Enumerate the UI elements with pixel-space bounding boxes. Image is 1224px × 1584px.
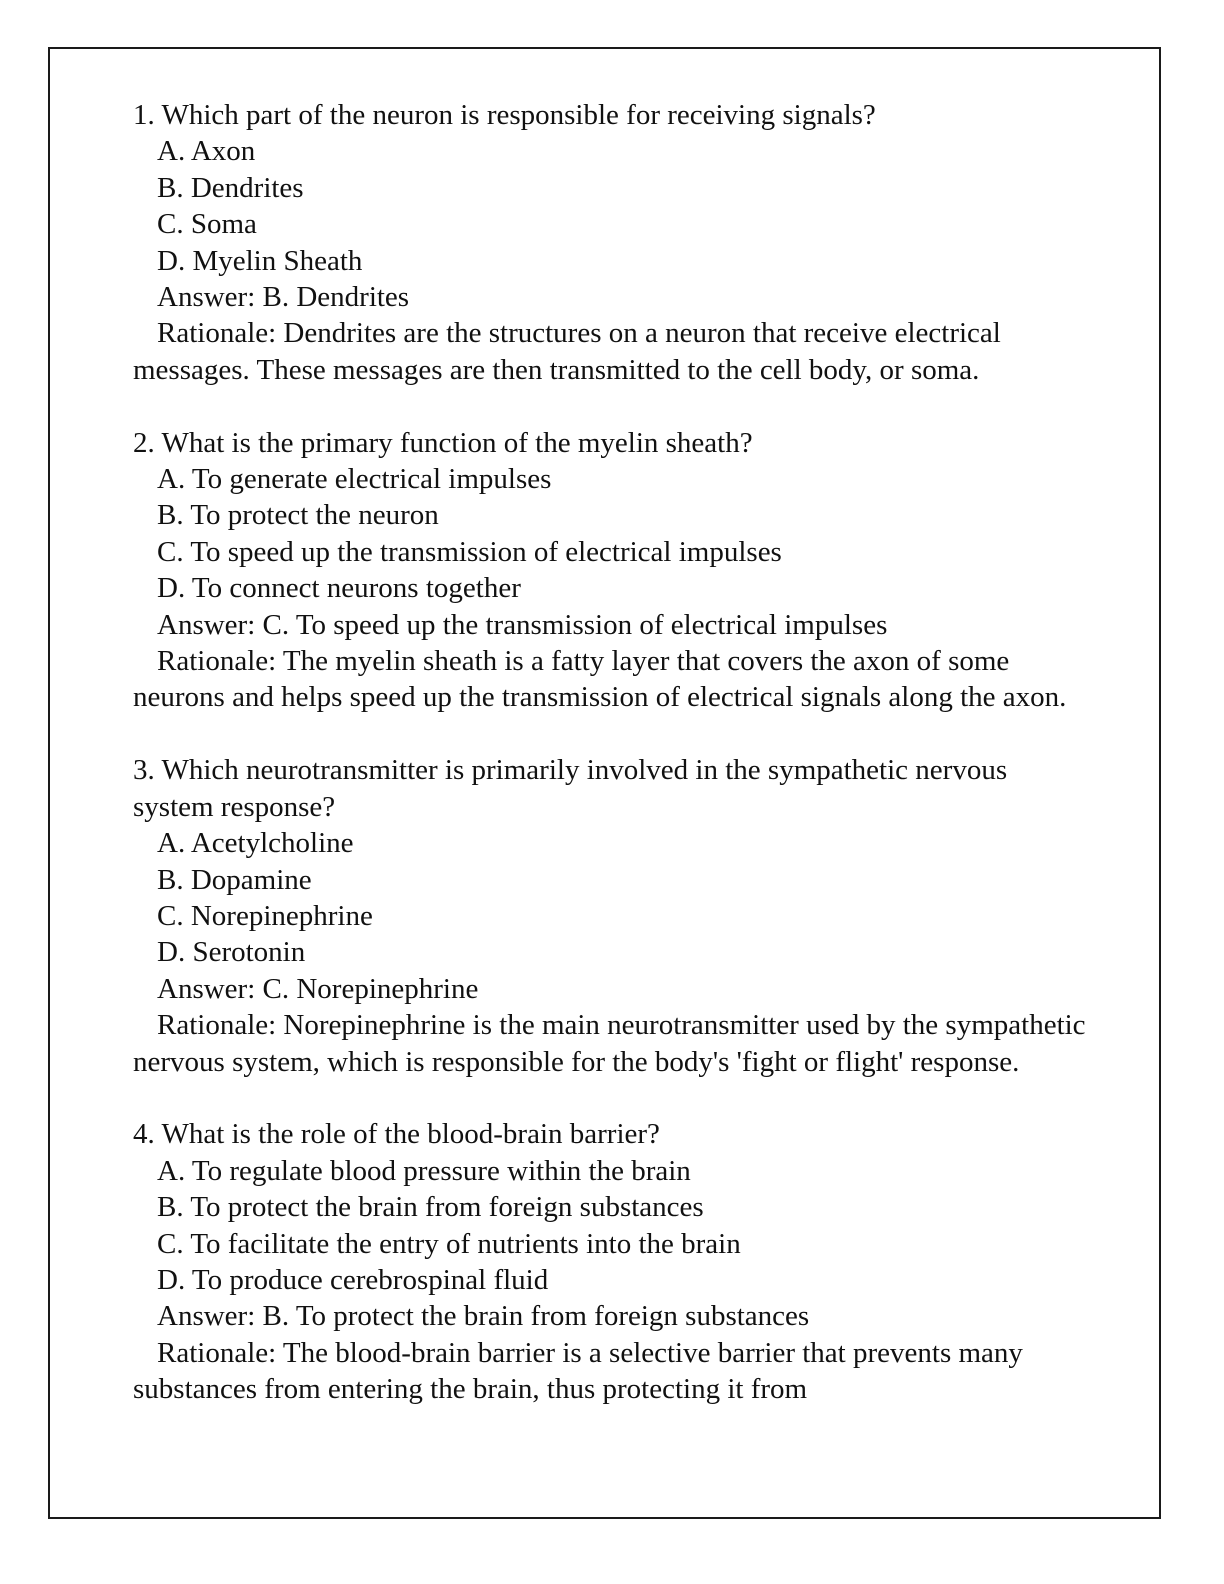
option-a: A. Acetylcholine (157, 827, 354, 860)
option-c: C. Soma (157, 208, 257, 241)
option-a: A. Axon (157, 135, 256, 168)
rationale-text: Rationale: The myelin sheath is a fatty layer that covers the axon of some neurons and helps speed up the transmission of electrical signals along the axon. (133, 645, 1067, 714)
question-text: 1. Which part of the neuron is responsible for receiving signals? (133, 99, 876, 131)
option-c: C. Norepinephrine (157, 899, 373, 932)
question-block-2 (133, 425, 1093, 716)
option-d: D. To produce cerebrospinal fluid (157, 1263, 549, 1296)
option-d: D. Myelin Sheath (157, 244, 363, 277)
answer-text: Answer: B. To protect the brain from foreign substances (157, 1300, 810, 1333)
option-b: B. Dopamine (157, 863, 312, 896)
question-block-4 (133, 1116, 1093, 1407)
option-a: A. To regulate blood pressure within the brain (157, 1154, 691, 1187)
answer-text: Answer: C. Norepinephrine (157, 972, 479, 1005)
option-d: D. To connect neurons together (157, 572, 521, 605)
option-a: A. To generate electrical impulses (157, 463, 552, 496)
question-text: 3. Which neurotransmitter is primarily involved in the sympathetic nervous system response? (133, 754, 1015, 823)
rationale-text: Rationale: Norepinephrine is the main neurotransmitter used by the sympathetic nervous system, which is responsible for the body's 'fight or flight' response. (133, 1009, 1093, 1078)
option-b: B. Dendrites (157, 171, 304, 204)
option-b: B. To protect the neuron (157, 499, 439, 532)
question-block-1 (133, 97, 1093, 388)
question-text: 4. What is the role of the blood-brain barrier? (133, 1118, 660, 1151)
option-c: C. To speed up the transmission of electrical impulses (157, 535, 782, 568)
answer-text: Answer: C. To speed up the transmission of electrical impulses (157, 608, 888, 641)
question-block-3 (133, 752, 1093, 1080)
question-text: 2. What is the primary function of the myelin sheath? (133, 426, 753, 459)
rationale-text: Rationale: The blood-brain barrier is a selective barrier that prevents many substances from entering the brain, thus protecting it from (133, 1336, 1031, 1406)
option-c: C. To facilitate the entry of nutrients into the brain (157, 1227, 741, 1260)
option-d: D. Serotonin (157, 936, 306, 969)
quiz-content (133, 97, 1093, 1444)
option-b: B. To protect the brain from foreign substances (157, 1191, 704, 1224)
answer-text: Answer: B. Dendrites (157, 281, 410, 314)
rationale-text: Rationale: Dendrites are the structures on a neuron that receive electrical messages. These messages are then transmitted to the cell body, or soma. (133, 317, 1009, 386)
